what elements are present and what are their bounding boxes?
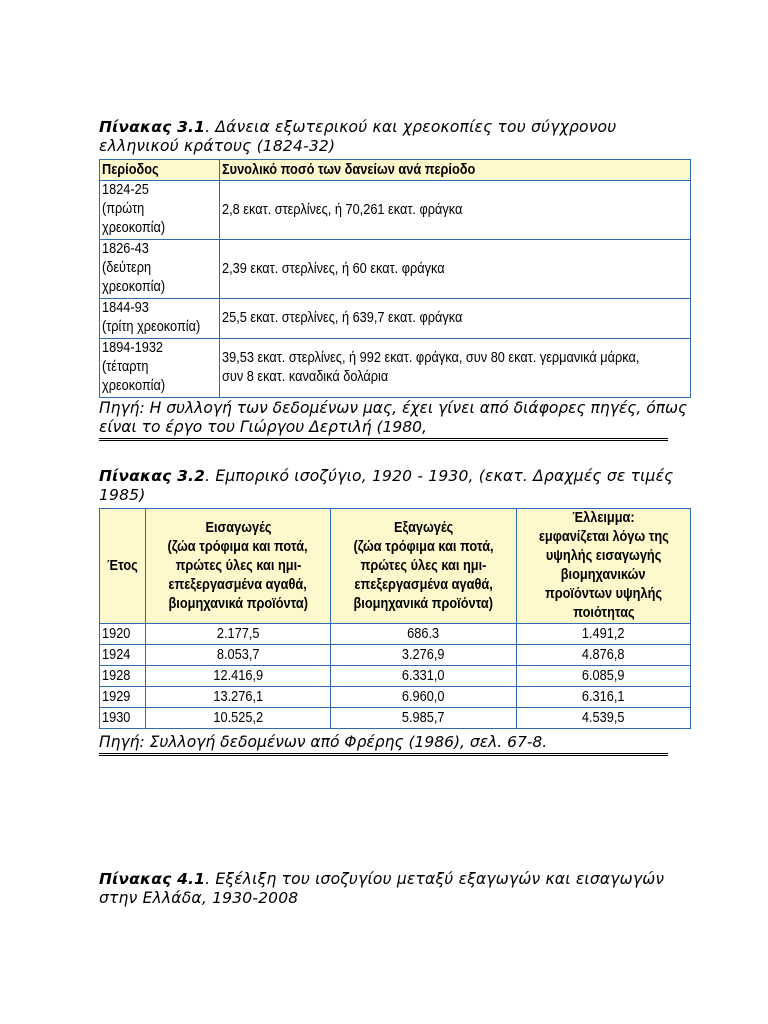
table-3-1-caption (99, 118, 679, 156)
table-3-2-title: . Εμπορικό ισοζύγιο, 1920 - 1930, (εκατ. Δραχμές σε τιμές 1985) (99, 467, 674, 504)
period-cell: 1894-1932 (τέταρτη χρεοκοπία) (100, 339, 220, 398)
table-header-row (100, 509, 691, 624)
table-3-2-label: Πίνακας 3.2 (99, 467, 206, 485)
deficit-cell: 4.876,8 (517, 645, 691, 666)
table-3-2-caption (99, 467, 679, 505)
amount-cell: 2,39 εκατ. στερλίνες, ή 60 εκατ. φράγκα (220, 240, 691, 299)
header-total-amount: Συνολικό ποσό των δανείων ανά περίοδο (220, 160, 691, 181)
amount-cell: 25,5 εκατ. στερλίνες, ή 639,7 εκατ. φράγκα (220, 299, 691, 339)
exports-cell: 6.960,0 (331, 687, 517, 708)
period-cell: 1826-43 (δεύτερη χρεοκοπία) (100, 240, 220, 299)
header-imports: Εισαγωγές (ζώα τρόφιμα και ποτά, πρώτες ύλες και ημι- επεξεργασμένα αγαθά, βιομηχανικά προϊόντα) (146, 509, 331, 624)
period-cell: 1844-93 (τρίτη χρεοκοπία) (100, 299, 220, 339)
exports-cell: 3.276,9 (331, 645, 517, 666)
period-cell: 1824-25 (πρώτη χρεοκοπία) (100, 181, 220, 240)
divider (99, 753, 668, 756)
table-row (100, 240, 691, 299)
year-cell: 1929 (100, 687, 146, 708)
table-3-1-title: . Δάνεια εξωτερικού και χρεοκοπίες του σύγχρονου ελληνικού κράτους (1824-32) (99, 118, 617, 155)
imports-cell: 10.525,2 (146, 708, 331, 729)
table-4-1-label: Πίνακας 4.1 (99, 870, 206, 888)
table-row (100, 666, 691, 687)
header-year: Έτος (100, 509, 146, 624)
deficit-cell: 1.491,2 (517, 624, 691, 645)
table-3-1-source: Πηγή: Η συλλογή των δεδομένων μας, έχει γίνει από διάφορες πηγές, όπως είναι το έργο του Γιώργου Δερτιλή (1980, (99, 399, 688, 436)
exports-cell: 686.3 (331, 624, 517, 645)
header-period: Περίοδος (100, 160, 220, 181)
table-header-row (100, 160, 691, 181)
table-3-2-source: Πηγή: Συλλογή δεδομένων από Φρέρης (1986), σελ. 67-8. (99, 733, 548, 751)
table-4-1-caption (99, 870, 679, 908)
deficit-cell: 6.085,9 (517, 666, 691, 687)
header-exports: Εξαγωγές (ζώα τρόφιμα και ποτά, πρώτες ύλες και ημι- επεξεργασμένα αγαθά, βιομηχανικά προϊόντα) (331, 509, 517, 624)
table-4-1-title: . Εξέλιξη του ισοζυγίου μεταξύ εξαγωγών και εισαγωγών στην Ελλάδα, 1930-2008 (99, 870, 665, 907)
imports-cell: 12.416,9 (146, 666, 331, 687)
table-row (100, 339, 691, 398)
table-3-1 (99, 159, 691, 398)
imports-cell: 13.276,1 (146, 687, 331, 708)
deficit-cell: 4.539,5 (517, 708, 691, 729)
imports-cell: 8.053,7 (146, 645, 331, 666)
divider (99, 438, 668, 441)
table-row (100, 299, 691, 339)
table-row (100, 624, 691, 645)
table-row (100, 645, 691, 666)
imports-cell: 2.177,5 (146, 624, 331, 645)
header-deficit: Έλλειμμα: εμφανίζεται λόγω της υψηλής εισαγωγής βιομηχανικών προϊόντων υψηλής ποιότητας (517, 509, 691, 624)
table-3-1-label: Πίνακας 3.1 (99, 118, 206, 136)
year-cell: 1930 (100, 708, 146, 729)
year-cell: 1928 (100, 666, 146, 687)
exports-cell: 6.331,0 (331, 666, 517, 687)
table-row (100, 687, 691, 708)
table-row (100, 708, 691, 729)
amount-cell: 39,53 εκατ. στερλίνες, ή 992 εκατ. φράγκα, συν 80 εκατ. γερμανικά μάρκα, συν 8 εκατ. καναδικά δολάρια (220, 339, 691, 398)
deficit-cell: 6.316,1 (517, 687, 691, 708)
table-row (100, 181, 691, 240)
amount-cell: 2,8 εκατ. στερλίνες, ή 70,261 εκατ. φράγκα (220, 181, 691, 240)
exports-cell: 5.985,7 (331, 708, 517, 729)
year-cell: 1924 (100, 645, 146, 666)
year-cell: 1920 (100, 624, 146, 645)
table-3-2 (99, 508, 691, 729)
